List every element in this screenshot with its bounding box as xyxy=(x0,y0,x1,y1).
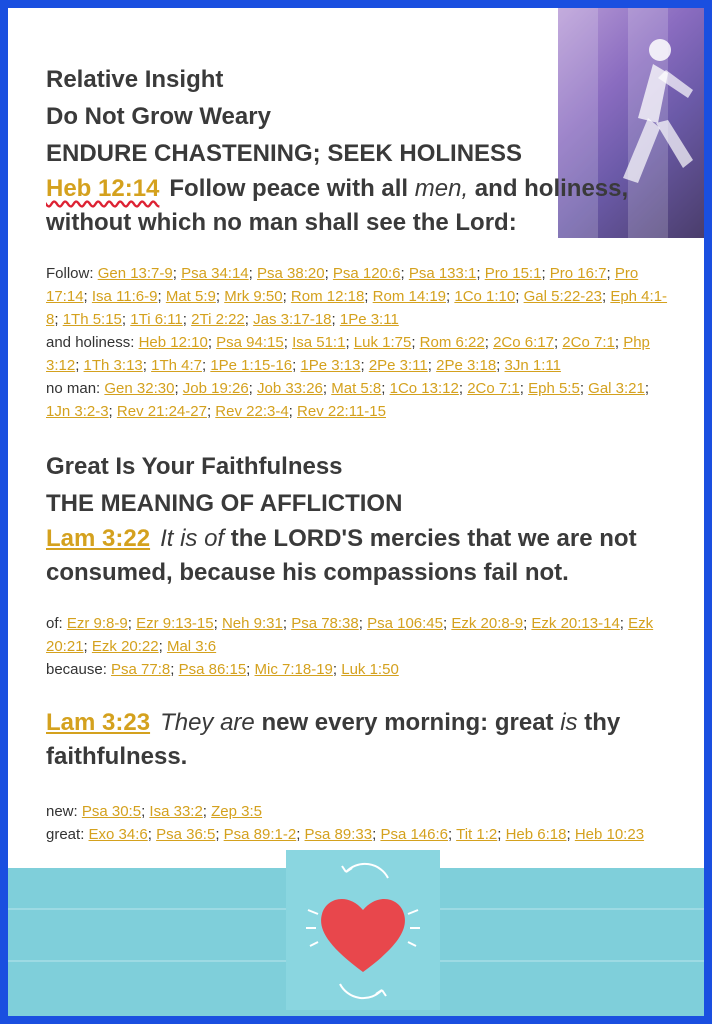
reference-link[interactable]: Neh 9:31 xyxy=(221,615,283,632)
reference-link[interactable]: Gen 13:7-9 xyxy=(97,265,173,282)
verse-ref-link[interactable]: Lam 3:22 xyxy=(46,525,151,552)
reference-link[interactable]: Isa 51:1 xyxy=(292,334,346,351)
reference-link[interactable]: Ezk 20:22 xyxy=(91,638,159,655)
heading-relative-insight: Relative Insight xyxy=(46,66,224,93)
heart-image xyxy=(286,850,440,1010)
reference-link[interactable]: Rom 12:18 xyxy=(290,288,365,305)
reference-link[interactable]: 2Co 7:1 xyxy=(562,334,615,351)
verse-heb-12-14: Heb 12:14 Follow peace with all men, and holiness, without which no man shall see the Lord: xyxy=(46,175,629,236)
reference-link[interactable]: Psa 106:45 xyxy=(367,615,443,632)
reference-link[interactable]: Jas 3:17-18 xyxy=(253,311,332,328)
reference-link[interactable]: Zep 3:5 xyxy=(211,803,263,820)
reference-link[interactable]: Php 3:12 xyxy=(46,334,650,374)
reference-link[interactable]: Psa 36:5 xyxy=(156,826,216,843)
reference-link[interactable]: Mal 3:6 xyxy=(166,638,217,655)
reference-link[interactable]: Psa 38:20 xyxy=(257,265,325,282)
cross-reference-group: because: Psa 77:8; Psa 86:15; Mic 7:18-19; Luk 1:50 xyxy=(46,661,399,678)
reference-label: because: xyxy=(46,661,112,678)
reference-link[interactable]: Ezk 20:8-9 xyxy=(451,615,524,632)
reference-link[interactable]: Isa 11:6-9 xyxy=(91,288,158,305)
reference-link[interactable]: Ezr 9:13-15 xyxy=(136,615,214,632)
reference-link[interactable]: Mat 5:9 xyxy=(165,288,216,305)
reference-link[interactable]: Psa 86:15 xyxy=(178,661,247,678)
reference-link[interactable]: 2Co 7:1 xyxy=(467,380,520,397)
verse-ref-link[interactable]: Lam 3:23 xyxy=(46,709,151,736)
cross-references xyxy=(46,612,676,681)
reference-link[interactable]: Psa 94:15 xyxy=(216,334,284,351)
reference-link[interactable]: 1Ti 6:11 xyxy=(130,311,183,328)
heart-icon xyxy=(286,850,440,1010)
reference-link[interactable]: Rev 21:24-27 xyxy=(116,403,207,420)
reference-link[interactable]: Psa 146:6 xyxy=(380,826,449,843)
reference-link[interactable]: Ezk 20:13-14 xyxy=(531,615,620,632)
reference-link[interactable]: Eph 4:1-8 xyxy=(46,288,668,328)
reference-link[interactable]: Heb 12:10 xyxy=(138,334,208,351)
reference-link[interactable]: 1Th 3:13 xyxy=(83,357,143,374)
reference-link[interactable]: Rom 6:22 xyxy=(419,334,485,351)
verse-lam-3-22: Lam 3:22 It is of the LORD'S mercies that we are not consumed, because his compassions fail not. xyxy=(46,525,637,586)
reference-link[interactable]: Psa 133:1 xyxy=(408,265,477,282)
reference-label: great: xyxy=(46,826,89,843)
reference-link[interactable]: 1Co 13:12 xyxy=(389,380,459,397)
reference-link[interactable]: Job 33:26 xyxy=(257,380,323,397)
reference-link[interactable]: Exo 34:6 xyxy=(88,826,148,843)
reference-link[interactable]: Pro 15:1 xyxy=(484,265,542,282)
reference-link[interactable]: Psa 120:6 xyxy=(332,265,401,282)
heading-meaning-of-affliction: THE MEANING OF AFFLICTION xyxy=(46,490,403,517)
reference-link[interactable]: Isa 33:2 xyxy=(149,803,203,820)
reference-link[interactable]: Gen 32:30 xyxy=(104,380,175,397)
reference-link[interactable]: Mrk 9:50 xyxy=(224,288,283,305)
cross-reference-group: new: Psa 30:5; Isa 33:2; Zep 3:5 xyxy=(46,803,263,820)
reference-label: of: xyxy=(46,615,67,632)
heading-endure-chastening: ENDURE CHASTENING; SEEK HOLINESS xyxy=(46,140,523,167)
verse-ref-link[interactable]: Heb 12:14 xyxy=(46,175,160,202)
reference-link[interactable]: Ezr 9:8-9 xyxy=(66,615,128,632)
cross-references xyxy=(46,800,676,846)
reference-link[interactable]: 1Pe 3:13 xyxy=(300,357,361,374)
reference-link[interactable]: Job 19:26 xyxy=(182,380,249,397)
reference-link[interactable]: Luk 1:75 xyxy=(353,334,412,351)
reference-link[interactable]: Pro 16:7 xyxy=(549,265,607,282)
heading-great-is-your-faithfulness: Great Is Your Faithfulness xyxy=(46,453,343,480)
cross-reference-group: no man: Gen 32:30; Job 19:26; Job 33:26; Mat 5:8; 1Co 13:12; 2Co 7:1; Eph 5:5; Gal 3:21; 1Jn 3:2-3; Rev 21:24-27; Rev 22:3-4; Rev 22:11-15 xyxy=(46,380,650,420)
reference-link[interactable]: Gal 5:22-23 xyxy=(523,288,602,305)
verse-lam-3-23: Lam 3:23 They are new every morning: great is thy faithfulness. xyxy=(46,709,621,770)
reference-link[interactable]: 2Pe 3:11 xyxy=(368,357,428,374)
reference-link[interactable]: Ezk 20:21 xyxy=(46,615,654,655)
reference-link[interactable]: Mic 7:18-19 xyxy=(254,661,333,678)
reference-link[interactable]: Rev 22:3-4 xyxy=(215,403,289,420)
reference-link[interactable]: 2Pe 3:18 xyxy=(436,357,497,374)
reference-link[interactable]: 3Jn 1:11 xyxy=(504,357,561,374)
reference-link[interactable]: Psa 30:5 xyxy=(81,803,142,820)
reference-link[interactable]: Gal 3:21 xyxy=(588,380,645,397)
reference-link[interactable]: Mat 5:8 xyxy=(331,380,382,397)
reference-link[interactable]: 1Pe 1:15-16 xyxy=(210,357,293,374)
reference-label: no man: xyxy=(46,380,105,397)
reference-link[interactable]: 1Th 4:7 xyxy=(151,357,202,374)
heading-do-not-grow-weary: Do Not Grow Weary xyxy=(46,103,271,130)
reference-link[interactable]: Rom 14:19 xyxy=(372,288,447,305)
reference-link[interactable]: Heb 6:18 xyxy=(505,826,567,843)
reference-link[interactable]: Tit 1:2 xyxy=(456,826,498,843)
cross-reference-group: Follow: Gen 13:7-9; Psa 34:14; Psa 38:20; Psa 120:6; Psa 133:1; Pro 15:1; Pro 16:7; Pro 17:14; Isa 11:6-9; Mat 5:9; Mrk 9:50; Rom 12:18; Rom 14:19; 1Co 1:10; Gal 5:22-23; Eph 4:1-8; 1Th 5:15; 1Ti 6:11; 2Ti 2:22; Jas 3:17-18; 1Pe 3:11 xyxy=(46,265,668,328)
reference-link[interactable]: Pro 17:14 xyxy=(46,265,639,305)
reference-link[interactable]: Psa 89:1-2 xyxy=(223,826,297,843)
cross-reference-group: and holiness: Heb 12:10; Psa 94:15; Isa 51:1; Luk 1:75; Rom 6:22; 2Co 6:17; 2Co 7:1; Php 3:12; 1Th 3:13; 1Th 4:7; 1Pe 1:15-16; 1Pe 3:13; 2Pe 3:11; 2Pe 3:18; 3Jn 1:11 xyxy=(46,334,650,374)
cross-reference-group: great: Exo 34:6; Psa 36:5; Psa 89:1-2; Psa 89:33; Psa 146:6; Tit 1:2; Heb 6:18; Heb 10:23 xyxy=(46,826,645,843)
cross-reference-group: of: Ezr 9:8-9; Ezr 9:13-15; Neh 9:31; Psa 78:38; Psa 106:45; Ezk 20:8-9; Ezk 20:13-14; Ezk 20:21; Ezk 20:22; Mal 3:6 xyxy=(46,615,654,655)
reference-link[interactable]: Eph 5:5 xyxy=(528,380,580,397)
reference-label: Follow: xyxy=(46,265,98,282)
reference-link[interactable]: Heb 10:23 xyxy=(574,826,645,843)
reference-link[interactable]: Psa 78:38 xyxy=(291,615,359,632)
page-frame xyxy=(8,8,704,1016)
reference-link[interactable]: 2Ti 2:22 xyxy=(191,311,245,328)
reference-link[interactable]: 1Th 5:15 xyxy=(62,311,122,328)
reference-link[interactable]: 1Co 1:10 xyxy=(454,288,516,305)
reference-link[interactable]: Luk 1:50 xyxy=(341,661,399,678)
reference-link[interactable]: 1Pe 3:11 xyxy=(339,311,399,328)
reference-link[interactable]: Psa 34:14 xyxy=(181,265,249,282)
reference-link[interactable]: Rev 22:11-15 xyxy=(297,403,386,420)
reference-label: and holiness: xyxy=(46,334,139,351)
reference-link[interactable]: 1Jn 3:2-3 xyxy=(46,403,109,420)
reference-link[interactable]: 2Co 6:17 xyxy=(493,334,554,351)
reference-label: new: xyxy=(46,803,82,820)
reference-link[interactable]: Psa 89:33 xyxy=(304,826,373,843)
reference-link[interactable]: Psa 77:8 xyxy=(111,661,171,678)
cross-references xyxy=(46,262,676,423)
